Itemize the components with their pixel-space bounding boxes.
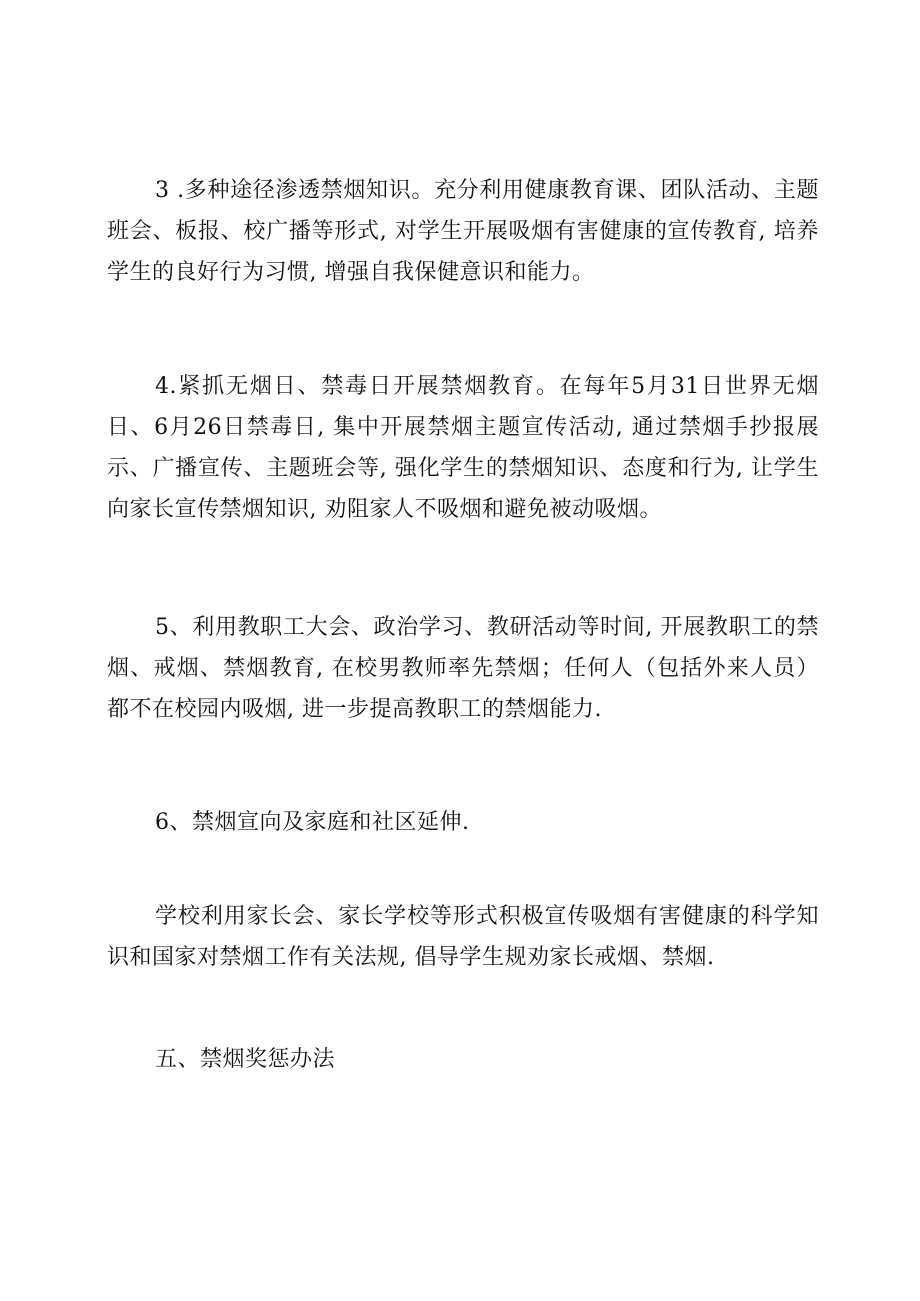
paragraph-parent-outreach: 学校利用家长会、家长学校等形式积极宣传吸烟有害健康的科学知识和国家对禁烟工作有关法规, 倡导学生规劝家长戒烟、禁烟. xyxy=(107,904,819,970)
paragraph-item-3: 3 .多种途径渗透禁烟知识。充分利用健康教育课、团队活动、主题班会、板报、校广播等形式, 对学生开展吸烟有害健康的宣传教育, 培养学生的良好行为习惯, 增强自我保健意识和能力。 xyxy=(107,178,819,285)
paragraph-item-4: 4.紧抓无烟日、禁毒日开展禁烟教育。在每年5月31日世界无烟日、6月26日禁毒日, 集中开展禁烟主题宣传活动, 通过禁烟手抄报展示、广播宣传、主题班会等, 强化学生的禁烟知识、态度和行为, 让学生向家长宣传禁烟知识, 劝阻家人不吸烟和避免被动吸烟。 xyxy=(107,374,819,522)
section-heading-rewards-penalties: 五、禁烟奖惩办法 xyxy=(155,1047,336,1072)
paragraph-item-6: 6、禁烟宣向及家庭和社区延伸. xyxy=(155,810,470,835)
paragraph-item-5: 5、利用教职工大会、政治学习、教研活动等时间, 开展教职工的禁烟、戒烟、禁烟教育, 在校男教师率先禁烟；任何人（包括外来人员）都不在校园内吸烟, 进一步提高教职工的禁烟能力. xyxy=(107,615,819,722)
